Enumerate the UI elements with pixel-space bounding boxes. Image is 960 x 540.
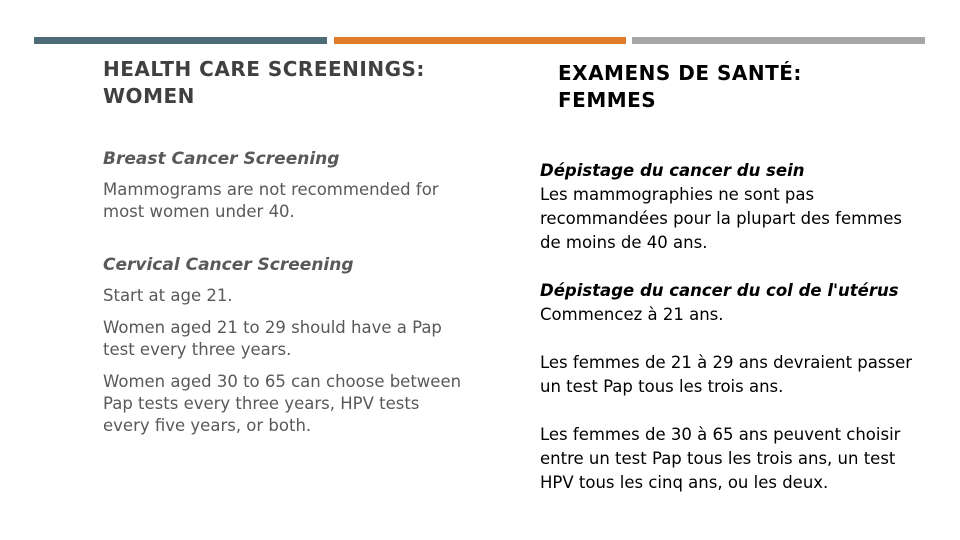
french-cervical-heading: Dépistage du cancer du col de l'utérus (540, 281, 899, 300)
english-breast-heading: Breast Cancer Screening (103, 149, 340, 169)
english-breast-text: Mammograms are not recommended for most women under 40. (103, 180, 439, 221)
french-cervical-p2: Les femmes de 21 à 29 ans devraient passer un test Pap tous les trois ans. (540, 353, 913, 396)
french-title-line1: EXAMENS DE SANTÉ: (558, 61, 802, 85)
french-breast-text: Les mammographies ne sont pas recommandées pour la plupart des femmes de moins de 40 ans. (540, 185, 902, 252)
english-title-line2: WOMEN (103, 84, 195, 108)
accent-bar-orange (334, 37, 626, 44)
accent-bar-gray (632, 37, 925, 44)
english-title-line1: HEALTH CARE SCREENINGS: (103, 57, 425, 81)
english-cervical-p3: Women aged 30 to 65 can choose between Pap tests every three years, HPV tests every five years, or both. (103, 372, 462, 435)
english-cervical-p2: Women aged 21 to 29 should have a Pap test every three years. (103, 318, 442, 359)
english-cervical-p1: Start at age 21. (103, 286, 233, 305)
english-column (103, 56, 483, 437)
english-title (103, 56, 483, 110)
french-breast-heading: Dépistage du cancer du sein (540, 161, 805, 180)
accent-bar-teal (34, 37, 327, 44)
french-title-line2: FEMMES (558, 88, 657, 112)
english-cervical-heading: Cervical Cancer Screening (103, 255, 354, 275)
french-cervical-p3: Les femmes de 30 à 65 ans peuvent choisir entre un test Pap tous les trois ans, un test HPV tous les cinq ans, ou les deux. (540, 425, 901, 492)
french-title (558, 60, 940, 114)
french-cervical-p1: Commencez à 21 ans. (540, 305, 724, 324)
french-column (540, 60, 940, 495)
